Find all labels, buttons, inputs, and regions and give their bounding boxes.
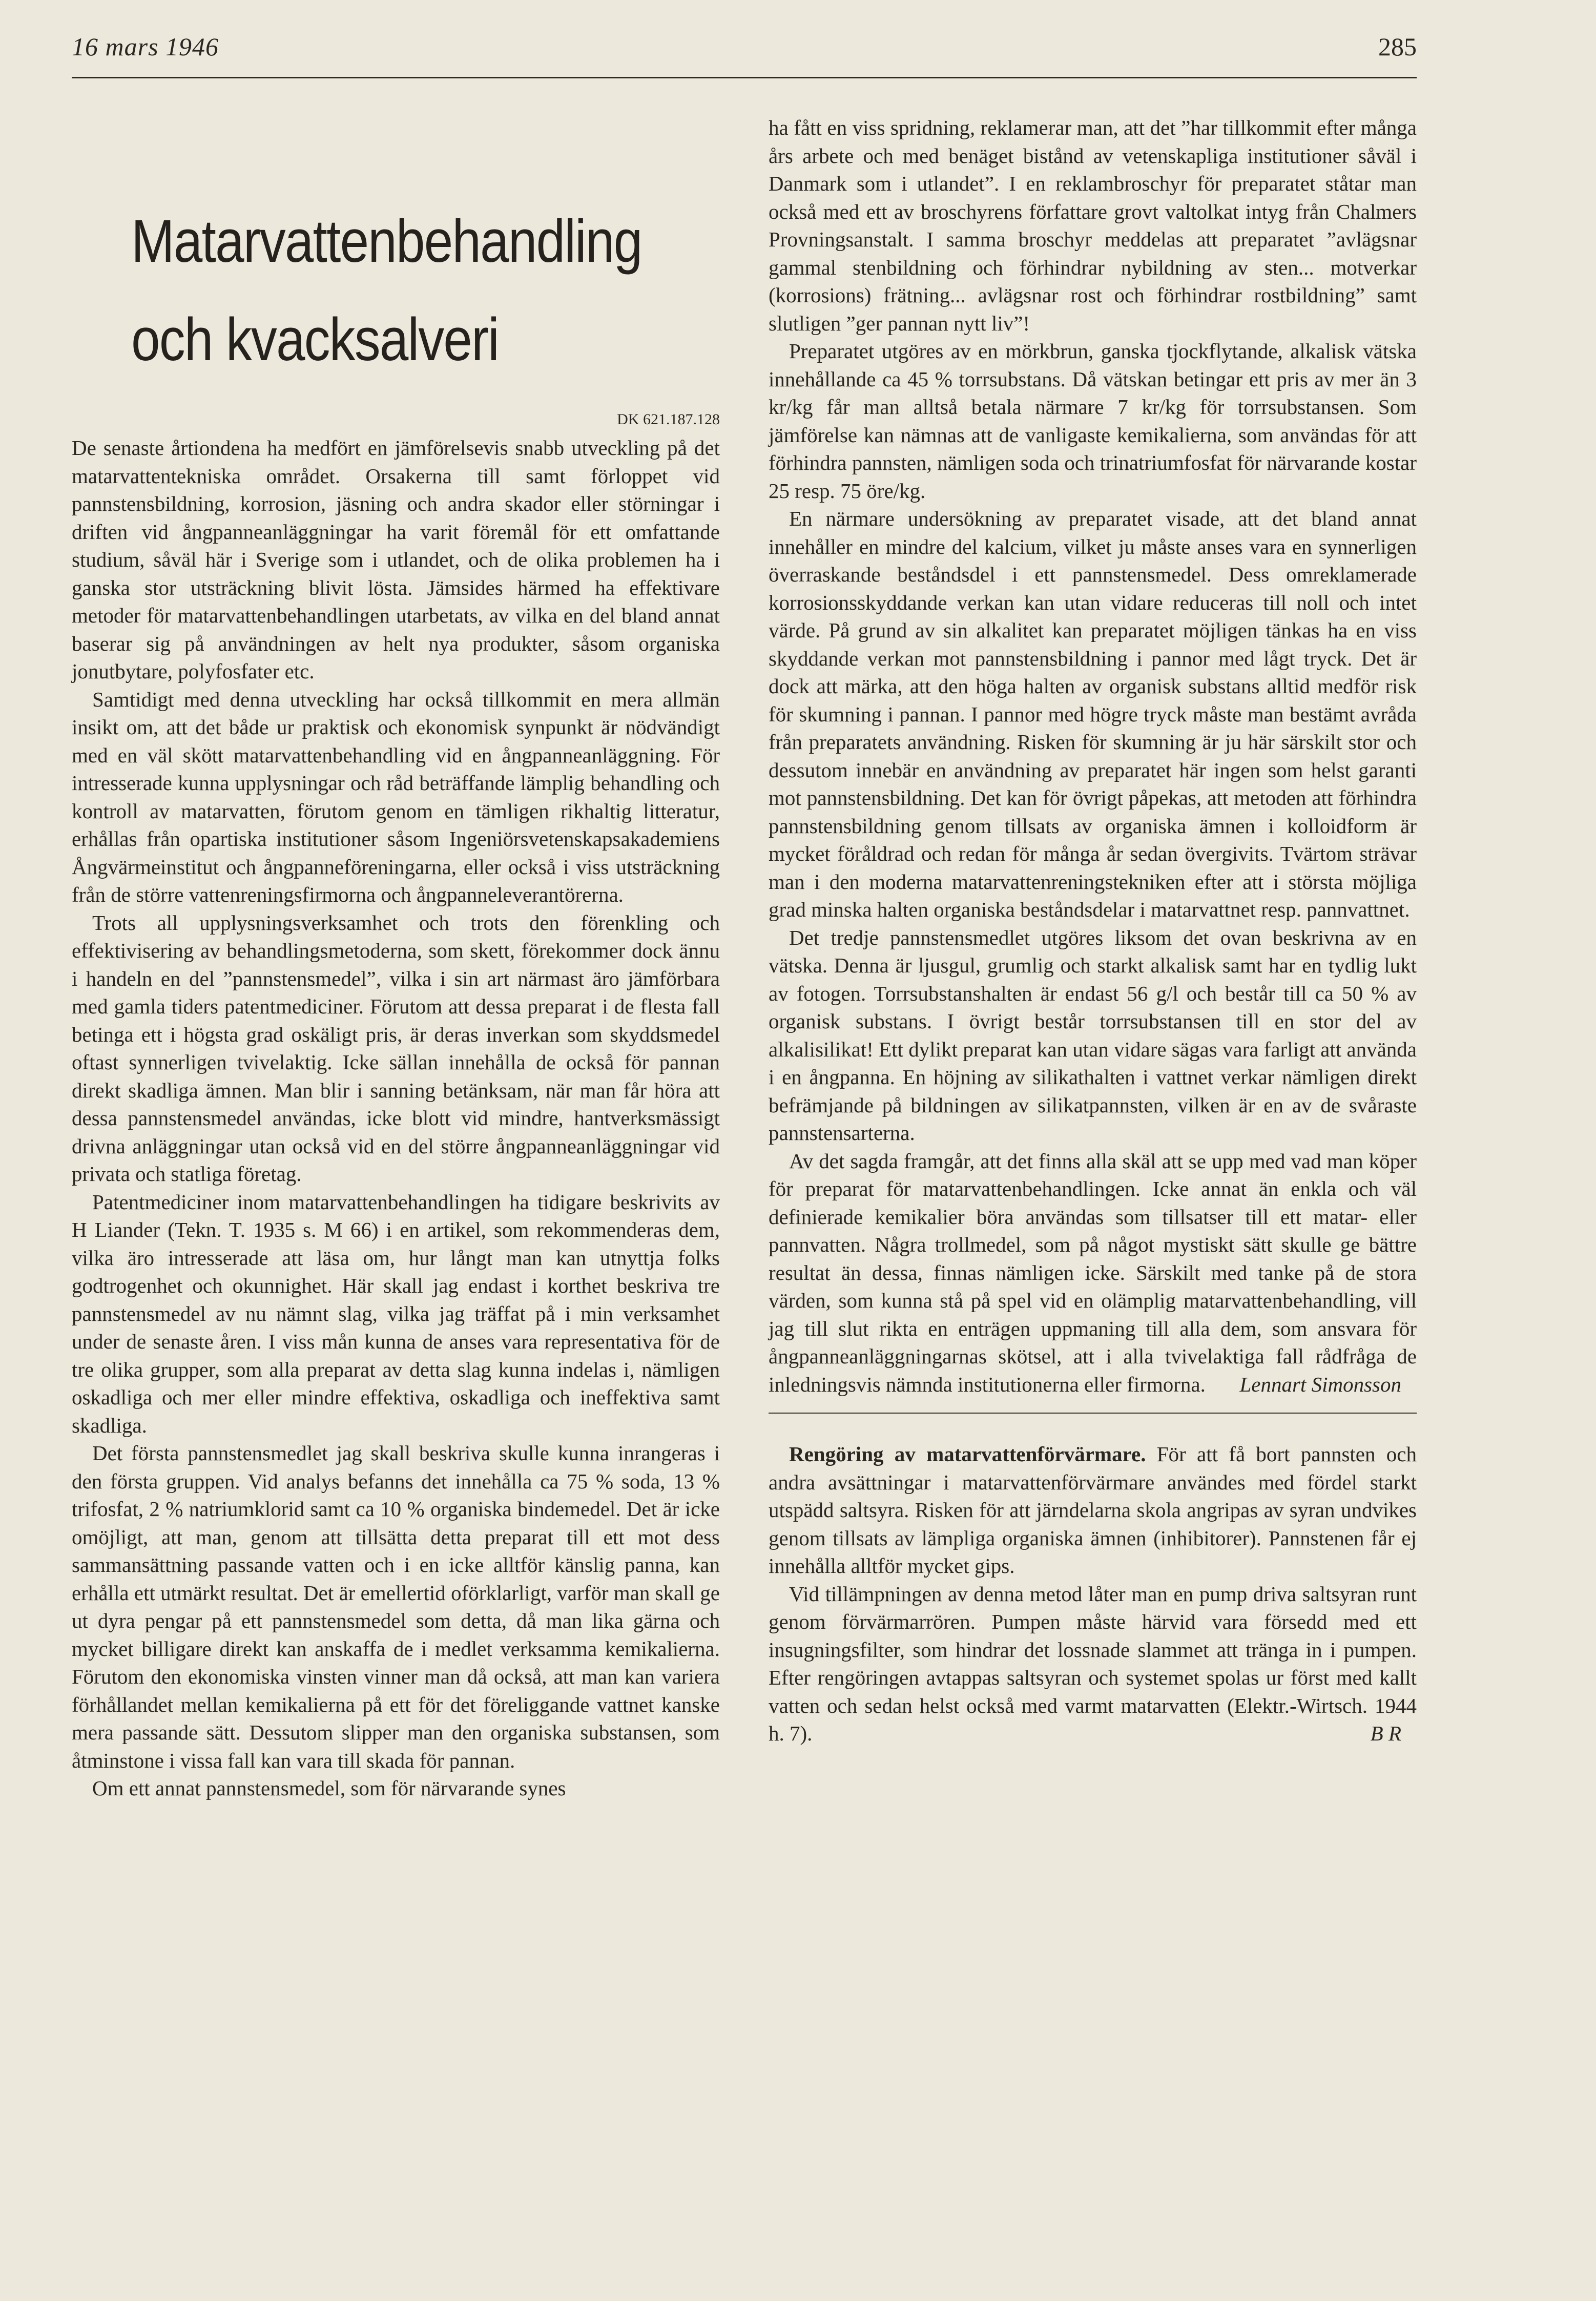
note-text: För att få bort pannsten och andra avsättningar i matarvattenförvärmare användes med fördel starkt utspädd saltsyra. Risken för att järndelarna skola angripas av syran undvikes genom tillsats av lämpliga organiska ämnen (inhibitorer). Pannstenen får ej innehålla alltför mycket gips. <box>769 1442 1417 1578</box>
paragraph: Trots all upplysningsverksamhet och trots den förenkling och effektivisering av behandlingsmetoderna, som skett, förekommer dock ännu i handeln en del ”pannstensmedel”, vilka i sin art närmast äro jämförbara med gamla tiders patentmediciner. Förutom att dessa preparat i de flesta fall betinga ett i högsta grad oskäligt pris, är deras inverkan som skyddsmedel oftast synnerligen tvivelaktig. Icke sällan innehålla de också för pannan direkt skadliga ämnen. Man blir i sanning betänksam, när man får höra att dessa pannstensmedel användas, icke blott vid mindre, hantverksmässigt drivna anläggningar utan också vid en del större ångpanneanläggningar vid privata och statliga företag. <box>72 910 720 1186</box>
paragraph: En närmare undersökning av preparatet visade, att det bland annat innehåller en mindre del kalcium, vilket ju måste anses vara en synnerligen överraskande beståndsdel i ett pannstensmedel. Dess omreklamerade korrosionsskyddande verkan kan utan vidare reduceras till noll och intet värde. På grund av sin alkalitet kan preparatet möjligen tänkas ha en viss skyddande verkan mot pannstensbildning i pannor med lågt tryck. Det är dock att märka, att den höga halten av organisk substans alltid medför risk för skumning i pannan. I pannor med högre tryck måste man bestämt avråda från preparatets användning. Risken för skumning är ju här särskilt stor och dessutom innebär en användning av preparatet här ingen som helst garanti mot pannstensbildning. Det kan för övrigt påpekas, att metoden att förhindra pannstensbildning genom tillsats av organiska ämnen i kolloidform är mycket föråldrad och redan för många år sedan övergivits. Tvärtom strävar man i den moderna matarvattenreningstekniken efter att i största möjliga grad minska halten organiska beståndsdelar i matarvattnet resp. pannvattnet. <box>769 507 1417 921</box>
note-heading: Rengöring av matarvattenförvärmare. <box>789 1442 1146 1466</box>
page-header <box>72 32 1417 78</box>
paragraph-last <box>769 1147 1417 1399</box>
paragraph: Preparatet utgöres av en mörkbrun, ganska tjockflytande, alkalisk vätska innehållande ca 45 % torrsubstans. Då vätskan betingar ett pris av mer än 3 kr/kg får man alltså betala närmare 7 kr/kg för torrsubstansen. Som jämförelse kan nämnas att de vanligaste kemikalierna, som användas för att förhindra pannsten, nämligen soda och trinatriumfosfat för närvarande kostar 25 resp. 75 öre/kg. <box>769 339 1417 503</box>
paragraph: Det första pannstensmedlet jag skall beskriva skulle kunna inrangeras i den första gruppen. Vid analys befanns det innehålla ca 75 % soda, 13 % trifosfat, 2 % natriumklorid samt ca 10 % organiska bindemedel. Det är icke omöjligt, att man, genom att tillsätta detta preparat till ett mot dess sammansättning passande vatten och i en icke alltför känslig panna, kan erhålla ett utmärkt resultat. Det är emellertid oförklarligt, varför man skall ge ut dyra pengar på ett pannstensmedel som detta, då man lika gärna och mycket billigare direkt kan anskaffa de i medlet verksamma kemikalierna. Förutom den ekonomiska vinsten vinner man då också, att man kan variera förhållandet mellan kemikalierna på ett för det föreliggande vattnet kanske mera passande sätt. Dessutom slipper man den organiska substansen, som åtminstone i vissa fall kan vara till skada för pannan. <box>72 1441 720 1772</box>
issue-date: 16 mars 1946 <box>72 32 219 61</box>
right-column <box>769 114 1417 1748</box>
note-paragraph <box>769 1580 1417 1748</box>
header-rule <box>72 77 1417 78</box>
note-signature: B R <box>1370 1722 1401 1745</box>
paragraph: Patentmediciner inom matarvattenbehandlingen ha tidigare beskrivits av H Liander (Tekn. T. 1935 s. M 66) i en artikel, som rekommenderas dem, vilka äro intresserade att läsa om, hur långt man kan utnyttja folks godtrogenhet och okunnighet. Här skall jag endast i korthet beskriva tre pannstensmedel av nu nämnt slag, vilka jag träffat på i min verksamhet under de senaste åren. I viss mån kunna de anses vara representativa för de tre olika grupper, som alla preparat av detta slag kunna indelas i, nämligen oskadliga och mer eller mindre effektiva, oskadliga och ineffektiva samt skadliga. <box>72 1190 720 1437</box>
article-title <box>72 192 642 389</box>
note-paragraph <box>769 1440 1417 1580</box>
author-signature: Lennart Simonsson <box>1239 1372 1401 1396</box>
paragraph: Samtidigt med denna utveckling har också tillkommit en mera allmän insikt om, att det både ur praktisk och ekonomisk synpunkt är nödvändigt med en väl skött matarvattenbehandling vid en ångpanneanläggning. För intresserade kunna upplysningar och råd beträffande lämplig behandling och kontroll av matarvatten, förutom genom en tämligen rikhaltig litteratur, erhållas från opartiska institutioner såsom Ingeniörsvetenskapsakademiens Ångvärmeinstitut och ångpanneföreningarna, eller också i viss utsträckning från de större vattenreningsfirmorna och ångpanneleverantörerna. <box>72 687 720 906</box>
paragraph-text: Av det sagda framgår, att det finns alla skäl att se upp med vad man köper för preparat för matarvattenbehandlingen. Icke annat än enkla och väl definierade kemikalier böra användas som tillsatser till ett matar- eller pannvatten. Några trollmedel, som på något mystiskt sätt skulle ge bättre resultat än dessa, finnas nämligen icke. Särskilt med tanke på de stora värden, som kunna stå på spel vid en olämplig matarvattenbehandling, vill jag till slut rikta en enträgen uppmaning till alla dem, som ansvara för ångpanneanläggningarnas skötsel, att i alla tvivelaktiga fall rådfråga de inledningsvis nämnda institutionerna eller firmorna. <box>769 1149 1417 1396</box>
note-text: Vid tillämpningen av denna metod låter man en pump driva saltsyran runt genom förvärmarrören. Pumpen måste härvid vara försedd med ett insugningsfilter, som hindrar det lossnade slammet att tränga in i pumpen. Efter rengöringen avtappas saltsyran och systemet spolas ur först med kallt vatten och sedan helst också med varmt matarvatten (Elektr.-Wirtsch. 1944 h. 7). <box>769 1582 1417 1745</box>
title-line-2: och kvacksalveri <box>131 306 499 374</box>
classification-code: DK 621.187.128 <box>617 411 720 428</box>
paragraph-continuation: ha fått en viss spridning, reklamerar man, att det ”har tillkommit efter många års arbete och med benäget bistånd av vetenskapliga institutioner såväl i Danmark som i utlandet”. I en reklambroschyr för preparatet ståtar man också med ett av broschyrens författare grovt valtolkat intyg från Chalmers Provningsanstalt. I samma broschyr meddelas att preparatet ”avlägsnar gammal stenbildning och förhindrar nybildning av sten... motverkar (korrosions) frätning... avlägsnar rost och förhindrar rostbildning” samt slutligen ”ger pannan nytt liv”! <box>769 116 1417 335</box>
paragraph: Det tredje pannstensmedlet utgöres liksom det ovan beskrivna av en vätska. Denna är ljusgul, grumlig och starkt alkalisk samt har en tydlig lukt av fotogen. Torrsubstanshalten är endast 56 g/l och består till ca 50 % av organisk substans. I övrigt består torrsubstansen till en stor del av alkalisilikat! Ett dylikt preparat kan utan vidare sägas vara farligt att använda i en ångpanna. En höjning av silikathalten i vattnet verkar nämligen direkt befrämjande på bildningen av silikatpannsten, vilken är en av de svåraste pannstensarterna. <box>769 925 1417 1145</box>
paragraph: Om ett annat pannstensmedel, som för närvarande synes <box>92 1776 566 1800</box>
section-separator <box>769 1413 1417 1414</box>
paragraph: De senaste årtiondena ha medfört en jämförelsevis snabb utveckling på det matarvattentekniska området. Orsakerna till samt förloppet vid pannstensbildning, korrosion, jäsning och andra skador eller störningar i driften vid ångpanneanläggningar ha varit föremål för ett omfattande studium, såväl här i Sverige som i utlandet, och de olika problemen ha i ganska stor utsträckning blivit lösta. Jämsides härmed ha effektivare metoder för matarvattenbehandlingen utarbetats, av vilka en del bland annat baserar sig på användningen av helt nya produkter, såsom organiska jonutbytare, polyfosfater etc. <box>72 436 720 683</box>
page-number: 285 <box>1378 32 1417 61</box>
left-column <box>72 115 720 1802</box>
title-line-1: Matarvattenbehandling <box>131 208 642 275</box>
